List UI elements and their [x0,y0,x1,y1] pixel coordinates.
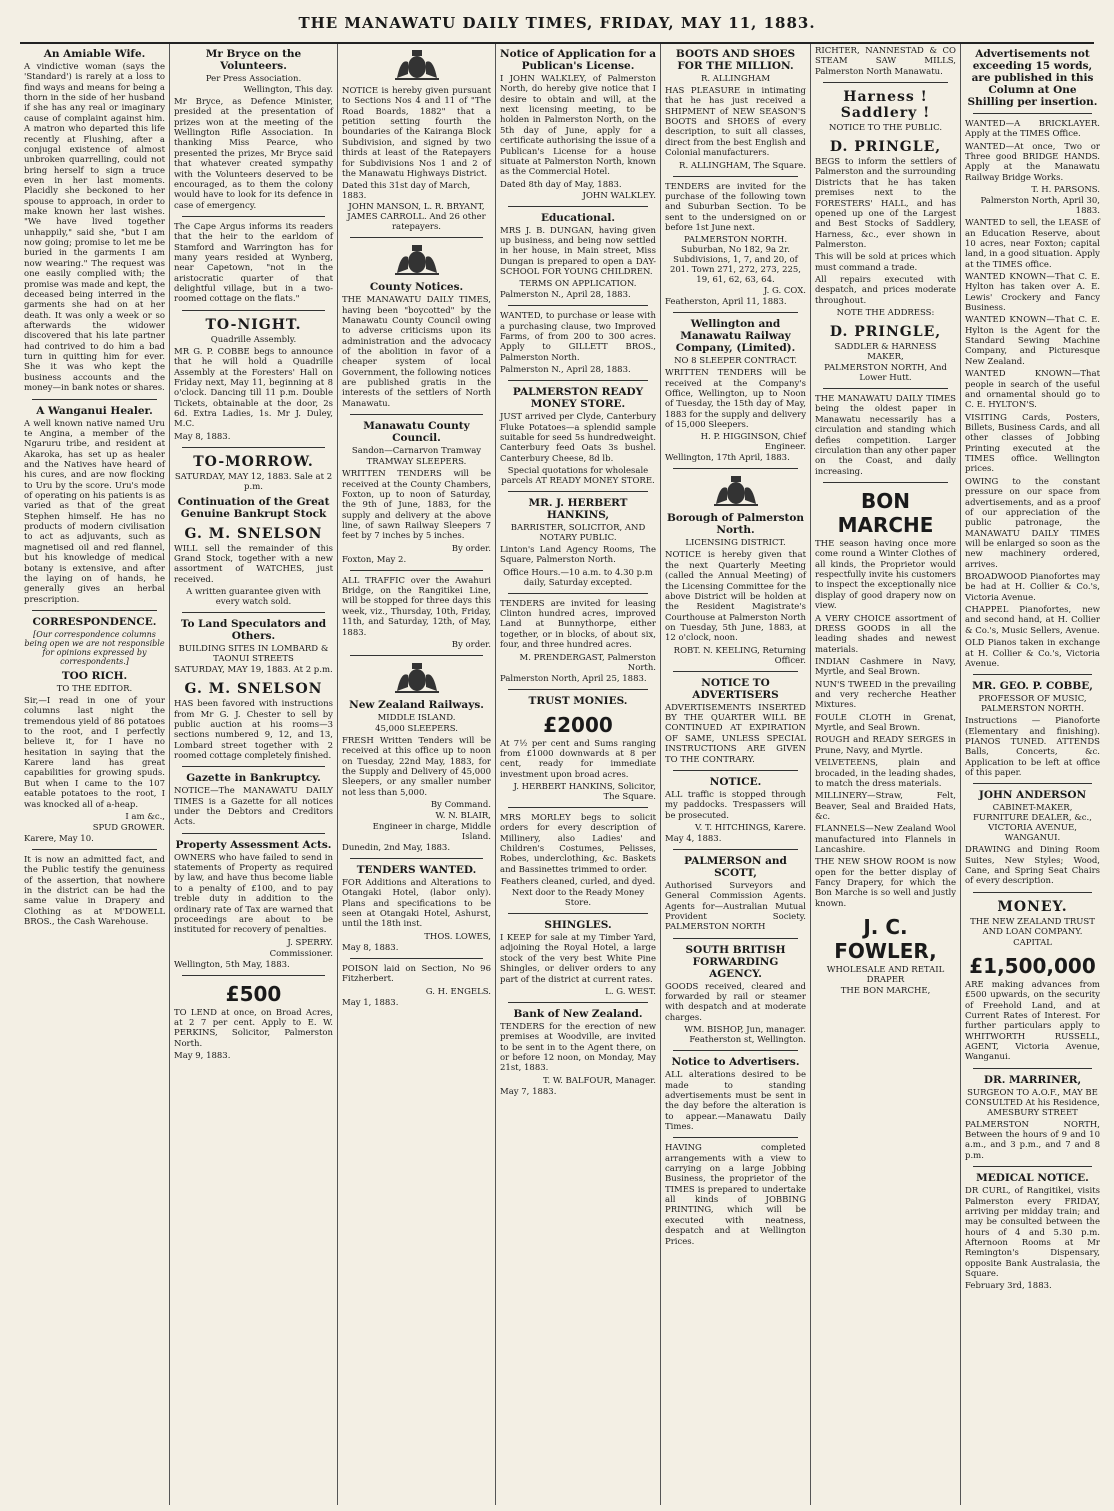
ad-date: SATURDAY, MAY 19, 1883. At 2 p.m. [174,665,333,676]
ad-title: MR. J. HERBERT HANKINS, [528,496,628,521]
ad-body: HAVING completed arrangements with a view to carrying on a large Jobbing Business, the proprietor of the TIMES is prepared to undertake all kinds of JOBBING PRINTING, which will be executed with neatness, despatch and at Wellington Prices. [665,1143,806,1247]
divider [32,610,157,611]
ad-hours: Office Hours.—10 a.m. to 4.30 p.m daily, Saturday excepted. [503,567,653,588]
ad-body: ALL traffic is stopped through my paddocks. Trespassers will be prosecuted. [665,789,806,821]
ad-body: WRITTEN TENDERS will be received at the County Chambers, Foxton, up to noon of Saturday, the 9th of June, 1883, for the supply and delivery at the above line, of sawn Railway Sleepers 7 feet by 7 inches by 5 inches. [342,469,491,542]
divider [508,689,648,690]
article-body: A vindictive woman (says the 'Standard') is rarely at a loss to find ways and means for being a thorn in the side of her husband if she has any real or imaginary cause of complaint against him. A matron who departed this life recently at Flushing, after a conjugal existence of almost unbroken quarrelling, could not bring herself to sign a truce even in her last moments. Placidly she beckoned to her spouse to approach, in order to make known her last wishes. "We have lived together unhappily," said she, "but I am now going; promise to let me be buried in the garments I am now wearing." The request was one easily complied with; the promise was made and kept, the deceased being interred in the garments she had on at her death. It was only a week or so afterwards the widower discovered that his late partner had contrived to do him a bad turn in quitting him for ever. She it was who kept the business accounts and the money—in bank notes or shares. [24,62,165,394]
ad-signature: Engineer in charge, Middle Island. [372,822,491,843]
divider [673,849,798,850]
ad-title: SHINGLES. [544,919,612,932]
article-body: It is now an admitted fact, and the Public testify the genuiness of the assertion, that nowhere in the district can be had the same value in Drapery and Clothing as at M'DOWELL BROS., the Cash Warehouse. [24,854,165,928]
ad-body: JUST arrived per Clyde, Canterbury Fluke Potatoes—a splendid sample suitable for seed 5s hundredweight. Canterbury feed Oats 3s bushel. Canterbury Cheese, 8d lb. [500,412,656,464]
ad-title: New Zealand Railways. [349,698,484,711]
ad-body: POISON laid on Section, No 96 Fitzherbert. [342,963,491,985]
divider [673,468,798,469]
ad-body: Instructions — Pianoforte (Elementary and finishing). PIANOS TUNED. ATTENDS Balls, Concerts, &c. Application to be left at office of this paper. [965,716,1100,779]
divider [508,593,648,594]
ad-note: All repairs executed with despatch, and prices moderate throughout. [815,275,956,306]
ad-date: February 3rd, 1883. [965,1281,1052,1292]
divider [673,938,798,939]
ad-body: OWING to the constant pressure on our space from advertisements, and as a proof of our appreciation of the public patronage, the MANAWATU DAILY TIMES will be enlarged so soon as the new machinery ordered, arrives. [965,476,1100,570]
ad-address: PALMERSTON NORTH, And Lower Hutt. [824,363,947,384]
ad-title: TO-MORROW. [193,453,314,470]
ad-sub: PALMERSTON NORTH. Suburban, No 182, 9a 2r. Subdivisions, 1, 7, and 20, of 201. Town 271, 272, 273, 225, 19, 61, 62, 63, 64. [669,235,801,286]
divider [182,612,325,613]
ad-sub: WHOLESALE AND RETAIL DRAPER [826,965,945,986]
ad-title: Bank of New Zealand. [513,1007,643,1020]
ad-body: HAS PLEASURE in intimating that he has just received a SHIPMENT of NEW SEASON'S BOOTS and SHOES of every description, to suit all classes, direct from the best English and Colonial manufacturers. [665,86,806,159]
section-title: CORRESPONDENCE. [32,615,157,628]
royal-crest-icon [391,48,443,82]
ad-signature: J. HERBERT HANKINS, Solicitor, The Square. [513,781,656,802]
ad-body: GOODS received, cleared and forwarded by rail or steamer with despatch and at moderate charges. [665,981,806,1023]
ad-date: Dated 8th day of May, 1883. [500,179,622,190]
ad-note: This will be sold at prices which must command a trade. [815,252,956,273]
letter-signature: SPUD GROWER. [92,822,165,833]
ad-signature: H. P. HIGGINSON, Chief Engineer. [700,432,806,453]
ad-body: NOTICE is hereby given pursuant to Sections Nos 4 and 11 of "The Road Boards, 1882" that a petition setting fourth the boundaries of the Kairanga Block Subdivision, and signed by two thirds at least of the Ratepayers for Subdivisions Nos 1 and 2 of the Manawatu Highways District. [342,86,491,179]
divider [823,82,948,83]
ad-body: THE MANAWATU DAILY TIMES being the oldest paper in Manawatu necessarily has a circulation and standing which defies competition. Larger circulation than any other paper on the Coast, and daily increasing. [815,394,956,477]
ad-address-label: NOTE THE ADDRESS: [836,308,935,319]
ad-sub: 45,000 SLEEPERS. [375,723,458,734]
ad-date: May 8, 1883. [174,431,231,442]
ad-title: BOOTS AND SHOES FOR THE MILLION. [675,48,796,72]
ad-signature: THOS. LOWES, [424,931,491,942]
ad-title: MR. GEO. P. COBBE, [972,680,1093,693]
ad-address: Next door to the Ready Money Store. [511,888,645,909]
ad-note: Special quotations for wholesale parcels AT READY MONEY STORE. [501,465,655,486]
section-body: THE MANAWATU DAILY TIMES, having been "boycotted" by the Manawatu County Council owing to adverse criticisms upon its administration and the advocacy of the abolition in favor of a cheaper system of local Government, the following notices are published gratis in the interests of the settlers of North Manawatu. [342,295,491,409]
ad-body: FOULE CLOTH in Grenat, Myrtle, and Seal Brown. [815,712,956,734]
ad-title: Notice of Application for a Publican's License. [500,48,656,72]
divider [673,671,798,672]
divider [673,770,798,771]
article-body: Mr Bryce, as Defence Minister, presided at the presentation of prizes won at the meeting of the Wellington Rifle Association. In thanking Miss Pearce, who presented the prizes, Mr Bryce said that whatever created sympathy with the Volunteers deserved to be encouraged, as to them the colony would have to look for its defence in case of emergency. [174,97,333,211]
article-title: An Amiable Wife. [43,48,146,60]
ad-signature: L. G. WEST. [605,986,656,997]
ad-body: WANTED KNOWN—That C. E. Hylton has taken over A. E. Lewis' Crockery and Fancy Business. [965,271,1100,314]
ad-body: THE NEW SHOW ROOM is now open for the better display of Fancy Drapery, for which the Bon Marche is so well and justly known. [815,857,956,909]
ad-sub: NOTICE TO THE PUBLIC. [828,123,943,134]
divider [182,216,325,217]
ad-title: JOHN ANDERSON [978,789,1087,802]
ad-title: DR. MARRINER, [983,1073,1082,1086]
divider [182,833,325,834]
letter-salutation: TO THE EDITOR. [56,683,133,694]
ad-body: At 7½ per cent and Sums ranging from £1000 downwards at 8 per cent, ready for immediate investment upon broad acres. [500,738,656,780]
ad-title: Borough of Palmerston North. [667,512,804,537]
column-7 [961,44,1104,1505]
ad-body: VELVETEENS, plain and brocaded, in the leading shades, to match the dress materials. [815,758,956,789]
ad-body: DR CURL, of Rangitikei, visits Palmerston every FRIDAY, arriving per midday train; and may be consulted between the hours of 4 and 5.30 p.m. Afternoon Rooms at Mr Remington's Dispensary, opposite Bank Australasia, the Square. [965,1186,1100,1280]
ad-body: DRAWING and Dining Room Suites, New Styles; Wood, Cane, and Spring Seat Chairs of every description. [965,845,1100,887]
ad-body: ALL alterations desired to be made to standing advertisements must be sent in the day before the alteration is to appear.—Manawatu Daily Times. [665,1070,806,1132]
columns [20,44,1104,1505]
ad-signature: G. H. ENGELS. [425,986,491,997]
ad-title: PALMERSTON READY MONEY STORE. [512,386,644,411]
ad-body: FLANNELS—New Zealand Wool manufactured into Flannels in Lancashire. [815,824,956,856]
ad-body: WANTED to sell, the LEASE of an Education Reserve, about 10 acres, near Foxton; capital land, in a good situation. Apply at the TIMES office. [965,218,1100,270]
ad-signature: T. H. PARSONS. [1031,185,1100,196]
ad-capital-label: CAPITAL [1013,937,1052,948]
ad-body: WANTED—A BRICKLAYER. Apply at the TIMES Office. [965,119,1100,140]
ad-sub: PROFESSOR OF MUSIC, PALMERSTON NORTH. [978,694,1087,715]
ad-sub: CABINET-MAKER, FURNITURE DEALER, &c., VICTORIA AVENUE, WANGANUI. [973,803,1092,844]
ad-signature: M. PRENDERGAST, Palmerston North. [519,652,656,673]
ad-sub: SATURDAY, MAY 12, 1883. Sale at 2 p.m. [174,471,333,492]
divider [182,310,325,311]
ad-body: HAS been favored with instructions from Mr G. J. Chester to sell by public auction at his rooms—3 sections numbered 9, 12, and 13, Lombard street together with 2 roomed cottage completely finished. [174,699,333,761]
ad-body: I JOHN WALKLEY, of Palmerston North, do hereby give notice that I desire to obtain and will, at the next licensing meeting, to be holden in Palmerston North, on the 5th day of June, apply for a certificate authorising the issue of a Publican's License for a house situate at Palmerston North, known as the Commercial Hotel. [500,74,656,178]
ad-title: NOTICE. [709,775,762,788]
ad-signature: JOHN WALKLEY. [582,190,656,201]
divider [350,570,483,571]
ad-date: Dunedin, 2nd May, 1883. [342,843,451,854]
ad-note: A written guarantee given with every watch sold. [186,587,321,608]
ad-signature: Commissioner. [269,948,333,959]
ad-sub: Sandon—Carnarvon Tramway [351,446,482,457]
letter-place: Karere, May 10. [24,833,94,844]
ad-signatures: JOHN MANSON, L. R. BRYANT, JAMES CARROLL. And 26 other ratepayers. [347,202,486,233]
divider [673,1050,798,1051]
divider [973,1068,1092,1069]
ad-title: Manawatu County Council. [363,420,470,445]
ad-body: WILL sell the remainder of this Grand Stock, together with a new assortment of WATCHES, just received. [174,543,333,585]
column-5 [661,44,811,1505]
ad-title: TRUST MONIES. [528,694,628,707]
ad-title: TENDERS WANTED. [356,864,477,877]
ad-title: BON MARCHE [837,488,934,537]
divider [508,380,648,381]
ad-body: OLD Pianos taken in exchange at H. Collier & Co.'s, Victoria Avenue. [965,638,1100,669]
divider [973,674,1092,675]
divider [673,176,798,177]
section-title: County Notices. [369,281,464,294]
divider [508,206,648,207]
column-1 [20,44,170,1505]
ad-signature: V. T. HITCHINGS, Karere. [694,822,806,833]
ad-signature: J. SPERRY. [287,937,333,948]
ad-body: TENDERS are invited for leasing Clinton hundred acres, improved Land at Bunnythorpe, either together, or in blocks, of about six, four, and three hundred acres. [500,598,656,651]
ad-date: May 7, 1883. [500,1086,557,1097]
divider [973,783,1092,784]
ad-signature: ROBT. N. KEELING, Returning Officer. [673,645,806,666]
article-sub: Per Press Association. [205,74,302,84]
article-place: Wellington, This day. [243,85,333,95]
ad-signature: R. ALLINGHAM, The Square. [679,160,806,171]
article-body: A well known native named Uru te Angina, a member of the Ngaruru tribe, and resident at Akaroka, has set up as healer and the Natives have heard of his cures, and are now flocking to Uru by the score. Uru's mode of operating on his patients is as varied as that of the great Stephen himself. He has no products of modern civilisation to act as adjuvants, such as magnetised oil and red flannel, but his knowledge of medical botany is extensive, and after the laying on of hands, he generally gives an herbal prescription. [24,418,165,605]
ad-body: FRESH Written Tenders will be received at this office up to noon on Tuesday, 22nd May, 1883, for the Supply and Delivery of 45,000 Sleepers, or any smaller number not less than 5,000. [342,735,491,798]
ad-title: SOUTH BRITISH FORWARDING AGENCY. [685,943,786,980]
ad-body: CHAPPEL Pianofortes, new and second hand, at H. Collier & Co.'s, Music Sellers, Avenue. [965,605,1100,636]
ad-sub: THE NEW ZEALAND TRUST AND LOAN COMPANY. [970,916,1095,937]
ad-body: THE season having once more come round a Winter Clothes of all kinds, the Proprietor would respectfully invite his customers to inspect the exceptionally nice display of good drapery now on view. [815,538,956,612]
ad-body: WANTED KNOWN—That people in search of the useful and ornamental should go to C. E. HYLTON'S. [965,369,1100,411]
ad-date: Palmerston North, April 25, 1883. [500,673,647,684]
ad-body: TO LEND at once, on Broad Acres, at 2 7 per cent. Apply to E. W. PERKINS, Solicitor, Palmerston North. [174,1007,333,1049]
divider [182,975,325,976]
divider [350,858,483,859]
divider [508,913,648,914]
column-3 [338,44,496,1505]
ad-sub: SURGEON TO A.O.F., MAY BE CONSULTED At his Residence, AMESBURY STREET [965,1087,1100,1118]
ad-body: NOTICE—The MANAWATU DAILY TIMES is a Gazette for all notices under the Debtors and Creditors Acts. [174,786,333,828]
ad-title: Notice to Advertisers. [671,1056,800,1069]
ad-sub: BARRISTER, SOLICITOR, AND NOTARY PUBLIC. [510,522,646,543]
ad-signature: By order. [451,639,491,650]
ad-date: Palmerston N., April 28, 1883. [500,365,631,376]
article-body: The Cape Argus informs its readers that the heir to the earldom of Stamford and Warrington has for many years resided at Wynberg, near Capetown, "not in the aristocratic quarter of that delightful village, but in a two-roomed cottage on the flats." [174,221,333,305]
auctioneer-name: G. M. SNELSON [184,525,323,542]
ad-date: Wellington, 17th April, 1883. [665,453,790,464]
ad-body: TENDERS are invited for the purchase of the following town and Suburban Section. To be sent to the undersigned on or before 1st June next. [665,181,806,233]
divider [32,849,157,850]
ad-body: WANTED, to purchase or lease with a purchasing clause, two Improved Farms, of from 200 to 300 acres. Apply to GILLETT BROS., Palmerston North. [500,311,656,363]
ad-title: Educational. [540,211,616,224]
editorial-note: [Our correspondence columns being open we are not responsible for opinions expressed by correspondents.] [24,629,165,666]
letter-signoff: I am &c., [125,811,165,822]
notice-body: ADVERTISEMENTS INSERTED BY THE QUARTER WILL BE CONTINUED AT EXPIRATION OF SAME, UNLESS SPECIAL INSTRUCTIONS ARE GIVEN TO THE CONTRARY. [665,702,806,765]
ad-body: BEGS to inform the settlers of Palmerston and the surrounding Districts that he has taken premises next to the FORESTERS' HALL, and has opened up one of the Largest and Best Stocks of Saddlery, Harness, &c., ever shown in Palmerston. [815,157,956,250]
royal-crest-icon [710,474,762,508]
ad-body: BROADWOOD Pianofortes may be had at H. Collier & Co.'s, Victoria Avenue. [965,572,1100,603]
ad-title: MEDICAL NOTICE. [976,1172,1089,1185]
column-6 [811,44,961,1505]
divider [350,958,483,959]
ad-body: A VERY CHOICE assortment of DRESS GOODS in all the leading shades and newest materials. [815,613,956,655]
ad-date: May 9, 1883. [174,1051,231,1062]
ad-body: OWNERS who have failed to send in statements of Property as required by law, and have thus become liable to a penalty of £100, and to pay treble duty in addition to the ordinary rate of Tax are warned that proceedings are about to be instituted for recovery of penalties. [174,852,333,936]
letter-title: TOO RICH. [61,669,128,682]
divider [182,447,325,448]
column-header: Advertisements not exceeding 15 words, are published in this Column at One Shilling per insertion. [967,48,1098,108]
divider [350,414,483,415]
ad-date: May 1, 1883. [342,997,399,1008]
ad-sub: TERMS ON APPLICATION. [519,279,637,290]
ad-title: D. PRINGLE, [829,139,942,156]
ad-title: Property Assessment Acts. [175,838,332,851]
ad-date: Featherston, April 11, 1883. [665,297,787,308]
ad-heading: Continuation of the Great Genuine Bankrupt Stock [177,495,330,520]
ad-sub: LICENSING DISTRICT. [685,538,786,549]
ad-body: WRITTEN TENDERS will be received at the Company's Office, Wellington, up to Noon of Tuesday, the 15th day of May, 1883 for the supply and delivery of 15,000 Sleepers. [665,368,806,431]
ad-body: TENDERS for the erection of new premises at Woodville, are invited to be sent in to the Agent there, on or before 12 noon, on Monday, May 21st, 1883. [500,1021,656,1074]
divider [350,237,483,238]
divider [823,388,948,389]
ad-body: WANTED—At once, Two or Three good BRIDGE HANDS. Apply at the Manawatu Railway Bridge Works. [965,141,1100,183]
ad-date: Palmerston North, April 30, 1883. [980,196,1100,217]
ad-body: Authorised Surveyors and General Commission Agents. Agents for—Australian Mutual Provident Society. PALMERSTON NORTH [665,880,806,933]
ad-body: VISITING Cards, Posters, Billets, Business Cards, and all other classes of Jobbing Printing executed at the TIMES office. Wellington prices. [965,412,1100,475]
ad-title: D. PRINGLE, [829,324,942,341]
ad-date: Palmerston N., April 28, 1883. [500,290,631,301]
capital-amount: £1,500,000 [969,953,1096,978]
ad-body: ARE making advances from £500 upwards, on the security of Freehold Land, and at Current Rates of Interest. For further particulars apply to WHITWORTH RUSSELL, AGENT, Victoria Avenue, Wanganui. [965,979,1100,1063]
ad-body: WANTED KNOWN—That C. E. Hylton is the Agent for the Standard Sewing Machine Company, and Picturesque New Zealand. [965,315,1100,367]
ad-title: J. C. FOWLER, [834,915,937,964]
ad-signature: J. G. COX. [763,286,806,297]
ad-title: To Land Speculators and Others. [180,618,327,643]
ad-body: NUN'S TWEED in the prevailing and very recherche Heather Mixtures. [815,679,956,711]
ad-sub: MIDDLE ISLAND. [377,712,456,723]
ad-signature: By order. [451,543,491,554]
ad-signature: WM. BISHOP, Jun, manager. Featherston st, Wellington. [684,1025,806,1046]
ad-body: ROUGH and READY SERGES in Prune, Navy, and Myrtle. [815,735,956,756]
ad-date: Wellington, 5th May, 1883. [174,959,290,970]
column-4 [496,44,661,1505]
royal-crest-icon [391,243,443,277]
ad-title: Harness ! Saddlery ! [840,89,931,122]
ad-date: Foxton, May 2. [342,554,407,565]
ad-body: RICHTER, NANNESTAD & CO STEAM SAW MILLS, Palmerston North Manawatu. [815,46,956,77]
column-2 [170,44,338,1505]
ad-title: Wellington and Manawatu Railway Company, (Limited). [675,318,796,355]
ad-date: Dated this 31st day of March, 1883. [342,181,471,202]
divider [673,1137,798,1138]
ad-body: INDIAN Cashmere in Navy, Myrtle, and Seal Brown. [815,656,956,678]
divider [973,1166,1092,1167]
ad-sub: BUILDING SITES IN LOMBARD & TAONUI STREETS [178,644,329,665]
divider [182,766,325,767]
ad-title: TO-NIGHT. [205,316,302,333]
ad-note: Feathers cleaned, curled, and dyed. [500,877,656,888]
divider [508,491,648,492]
divider [508,1002,648,1003]
divider [973,892,1092,893]
masthead: THE MANAWATU DAILY TIMES, FRIDAY, MAY 11, 1883. [20,14,1094,44]
auctioneer-name: G. M. SNELSON [184,681,323,698]
ad-date: May 4, 1883. [665,833,722,844]
divider [823,482,948,483]
notice-title: NOTICE TO ADVERTISERS [692,676,779,701]
ad-body: Linton's Land Agency Rooms, The Square, Palmerston North. [500,544,656,566]
ad-body: ALL TRAFFIC over the Awahuri Bridge, on the Rangitikei Line, will be stopped for three days this week, viz., Thursday, 10th, Friday, 11th, and Saturday, 12th, of May, 1883. [342,575,491,638]
ad-body: MRS MORLEY begs to solicit orders for every description of Millinery, also Ladies' and Children's Costumes, Pelisses, Robes, underclothing, &c. Baskets and Bassinettes trimmed to order. [500,812,656,875]
ad-body: NOTICE is hereby given that the next Quarterly Meeting (called the Annual Meeting) of the Licensing Committee for the above District will be holden at the Resident Magistrate's Courthouse at Palmerston North on Tuesday, 5th June, 1883, at 12 o'clock, noon. [665,550,806,644]
ad-signature: T. W. BALFOUR, Manager. [543,1075,656,1086]
divider [32,399,157,400]
ad-sub: Quadrille Assembly. [210,334,297,345]
divider [508,305,648,306]
ad-body: MILLINERY—Straw, Felt, Beaver, Seal and Braided Hats, &c. [815,791,956,822]
loan-amount: £500 [225,981,282,1006]
ad-body: FOR Additions and Alterations to Otangaki Hotel, (labor only). Plans and specifications to be seen at Otangaki Hotel, Ashurst, until the 18th inst. [342,878,491,930]
letter-body: Sir,—I read in one of your columns last night the tremendous yield of 86 potatoes to the root, and I perfectly believe it, for I have no hesitation in saying that the Karere land has great capabilities for growing spuds. But when I came to the 107 eatable potatoes to the root, I was knocked all of a-heap. [24,695,165,810]
ad-body: MRS J. B. DUNGAN, having given up business, and being now settled in her house, in Main street, Miss Dungan is prepared to open a DAY-SCHOOL FOR YOUNG CHILDREN. [500,225,656,278]
ad-body: I KEEP for sale at my Timber Yard, adjoining the Royal Hotel, a large stock of the very best White Pine Shingles, or deliver orders to any part of the district at current rates. [500,933,656,985]
loan-amount: £2000 [543,712,613,737]
ad-title: MONEY. [997,898,1068,915]
royal-crest-icon [391,661,443,695]
ad-sub: NO 8 SLEEPER CONTRACT. [674,356,797,367]
ad-body: MR G. P. COBBE begs to announce that he will hold a Quadrille Assembly at the Foresters' Hall on Friday next, May 11, beginning at 8 o'clock. Dancing till 11 p.m. Double Tickets, obtainable at the door, 2s 6d. Extra Ladies, 1s. Mr J. Duley, M.C. [174,346,333,430]
divider [673,312,798,313]
article-title: Mr Bryce on the Volunteers. [205,48,302,72]
divider [350,655,483,656]
ad-date: May 8, 1883. [342,942,399,953]
ad-sub: THE BON MARCHE, [840,986,931,997]
ad-sub: SADDLER & HARNESS MAKER, [834,342,937,363]
ad-sub: TRAMWAY SLEEPERS. [366,457,467,468]
ad-signature: W. N. BLAIR, [435,811,491,822]
divider [973,113,1092,114]
ad-name: R. ALLINGHAM [700,74,771,84]
ad-title: PALMERSON and SCOTT, [684,854,787,879]
ad-title: Gazette in Bankruptcy. [186,772,321,785]
ad-signature: By Command. [430,800,491,811]
article-title: A Wanganui Healer. [36,404,153,417]
divider [508,807,648,808]
ad-body: PALMERSTON NORTH, Between the hours of 9 and 10 a.m., and 3 p.m., and 7 and 8 p.m. [965,1119,1100,1161]
